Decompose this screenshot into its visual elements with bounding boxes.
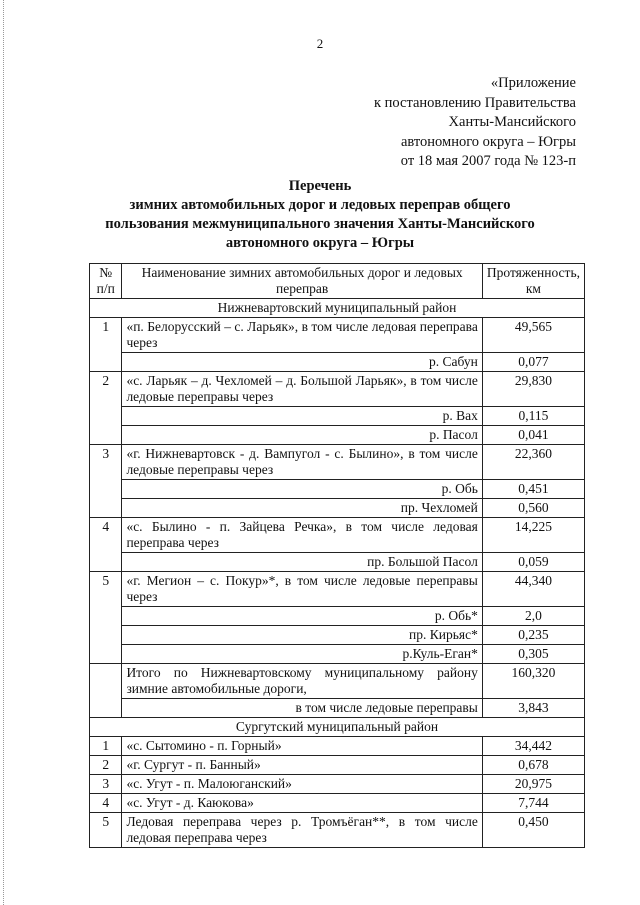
heading-line: Перечень [288,178,352,194]
row-number-empty [90,607,122,626]
road-name: «г. Сургут - п. Банный» [122,756,482,775]
length-value: 0,305 [482,645,584,664]
length-value: 44,340 [482,572,584,607]
section-title: Сургутский муниципальный район [90,718,585,737]
appendix-line: «Приложение [490,75,576,91]
road-row [90,518,585,553]
crossing-name: р. Пасол [122,426,482,445]
length-value: 0,560 [482,499,584,518]
length-value: 7,744 [482,794,584,813]
crossing-name: р.Куль-Еган* [122,645,482,664]
length-value: 0,059 [482,553,584,572]
length-value: 0,235 [482,626,584,645]
row-number: 3 [90,775,122,794]
document-heading [0,177,640,253]
appendix-block [374,74,576,172]
road-name: Итого по Нижневартовскому муниципальному району зимние автомобильные дороги, [122,664,482,699]
crossing-name: р. Сабун [122,353,482,372]
appendix-line: Ханты-Мансийского [448,114,576,130]
crossing-name: пр. Большой Пасол [122,553,482,572]
appendix-line: к постановлению Правительства [374,94,576,111]
length-value: 0,451 [482,480,584,499]
road-name: «с. Угут - д. Каюкова» [122,794,482,813]
crossing-row [90,407,585,426]
row-number-empty [90,426,122,445]
crossing-name: р. Обь* [122,607,482,626]
row-number: 5 [90,572,122,607]
crossing-row [90,645,585,664]
row-number-empty [90,553,122,572]
section-title: Нижневартовский муниципальный район [90,299,585,318]
length-value: 0,041 [482,426,584,445]
crossing-name: р. Вах [122,407,482,426]
road-name: «г. Нижневартовск - д. Вампугол - с. Былино», в том числе ледовые переправы через [122,445,482,480]
crossing-row [90,553,585,572]
crossing-name: пр. Кирьяс* [122,626,482,645]
length-value: 34,442 [482,737,584,756]
row-number [90,664,122,699]
road-row [90,775,585,794]
row-number: 4 [90,518,122,553]
crossing-row [90,480,585,499]
heading-line: зимних автомобильных дорог и ледовых переправ общего [129,197,511,213]
table-body [90,299,585,848]
road-row [90,756,585,775]
crossing-row [90,607,585,626]
heading-line: автономного округа – Югры [225,235,415,251]
heading-line: пользования межмуниципального значения Ханты-Мансийского [105,216,535,232]
crossing-name: пр. Чехломей [122,499,482,518]
row-number: 5 [90,813,122,848]
header-num: № п/п [90,264,122,299]
road-row [90,318,585,353]
crossing-row [90,626,585,645]
section-row [90,718,585,737]
road-row [90,372,585,407]
crossing-row [90,699,585,718]
length-value: 3,843 [482,699,584,718]
row-number: 1 [90,737,122,756]
road-row [90,572,585,607]
length-value: 0,678 [482,756,584,775]
row-number: 2 [90,756,122,775]
length-value: 0,450 [482,813,584,848]
road-row [90,794,585,813]
appendix-line: от 18 мая 2007 года № 123-п [400,153,576,169]
row-number: 2 [90,372,122,407]
row-number-empty [90,353,122,372]
page-number: 2 [316,36,324,51]
length-value: 14,225 [482,518,584,553]
road-name: «с. Ларьяк – д. Чехломей – д. Большой Ларьяк», в том числе ледовые переправы через [122,372,482,407]
length-value: 29,830 [482,372,584,407]
length-value: 0,077 [482,353,584,372]
crossing-row [90,499,585,518]
roads-table [89,263,585,848]
row-number-empty [90,499,122,518]
road-row [90,445,585,480]
road-name: «п. Белорусский – с. Ларьяк», в том числе ледовая переправа через [122,318,482,353]
road-row [90,664,585,699]
length-value: 160,320 [482,664,584,699]
length-value: 22,360 [482,445,584,480]
crossing-row [90,426,585,445]
length-value: 49,565 [482,318,584,353]
row-number: 1 [90,318,122,353]
scan-edge [3,0,6,905]
crossing-name: р. Обь [122,480,482,499]
road-row [90,737,585,756]
appendix-line: автономного округа – Югры [400,133,576,150]
length-value: 20,975 [482,775,584,794]
crossing-row [90,353,585,372]
road-name: «с. Угут - п. Малоюганский» [122,775,482,794]
row-number-empty [90,480,122,499]
road-name: «г. Мегион – с. Покур»*, в том числе ледовые переправы через [122,572,482,607]
table-header-row [90,264,585,299]
section-row [90,299,585,318]
header-name: Наименование зимних автомобильных дорог и ледовых переправ [122,264,482,299]
row-number: 3 [90,445,122,480]
row-number-empty [90,407,122,426]
row-number: 4 [90,794,122,813]
header-length: Протяженность, км [482,264,584,299]
road-name: «с. Сытомино - п. Горный» [122,737,482,756]
road-name: Ледовая переправа через р. Тромъёган**, в том числе ледовая переправа через [122,813,482,848]
row-number-empty [90,645,122,664]
road-row [90,813,585,848]
row-number-empty [90,626,122,645]
row-number-empty [90,699,122,718]
length-value: 2,0 [482,607,584,626]
crossing-name: в том числе ледовые переправы [122,699,482,718]
road-name: «с. Былино - п. Зайцева Речка», в том числе ледовая переправа через [122,518,482,553]
length-value: 0,115 [482,407,584,426]
